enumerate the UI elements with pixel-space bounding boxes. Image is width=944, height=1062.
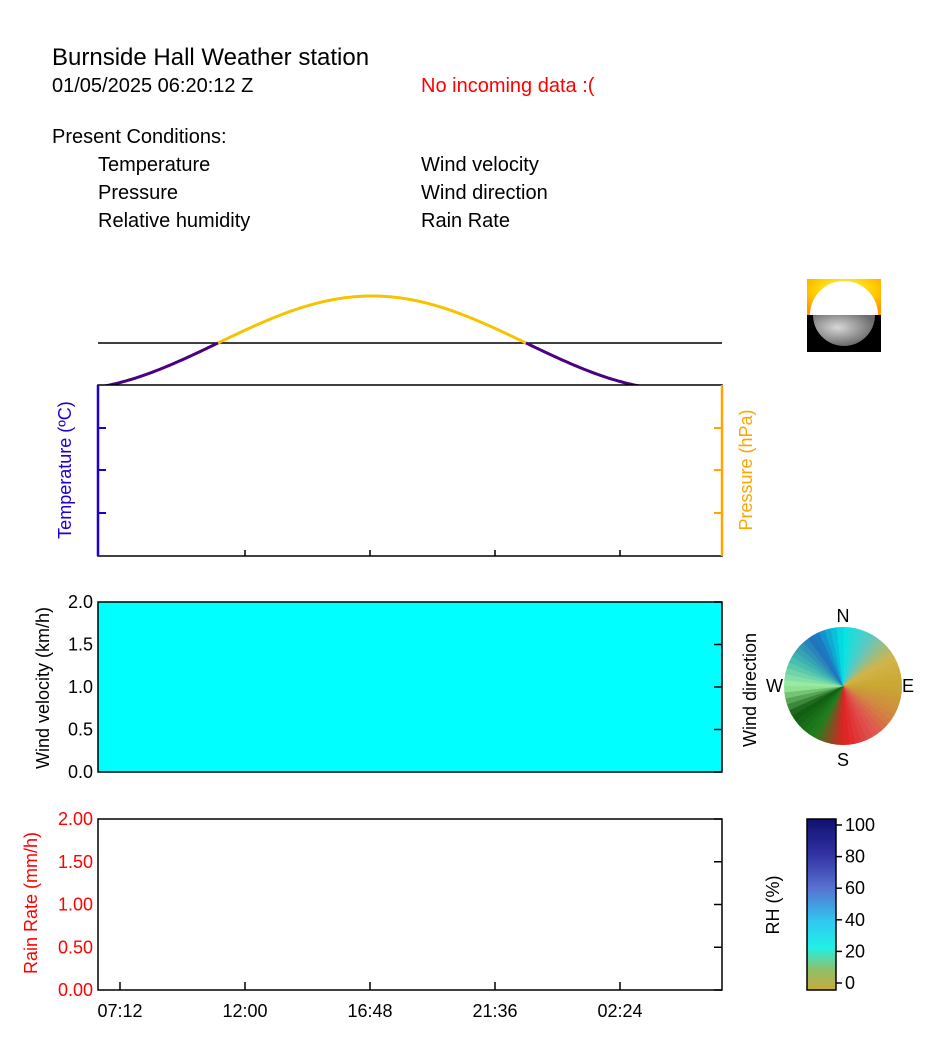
xtick-label-4: 02:24 (597, 1001, 643, 1021)
datetime: 01/05/2025 06:20:12 Z (52, 75, 254, 97)
page-title: Burnside Hall Weather station (52, 44, 370, 71)
compass-east-label: E (902, 676, 915, 696)
temperature-pressure-panel (55, 385, 756, 556)
condition-wind-direction: Wind direction (421, 182, 548, 204)
xtick-label-3: 21:36 (472, 1001, 518, 1021)
temperature-axis-label: Temperature (ºC) (55, 401, 75, 539)
xtick-label-2: 16:48 (347, 1001, 393, 1021)
wind-ytick-label-4: 2.0 (67, 592, 93, 612)
sun-curve-night-morning (98, 343, 218, 387)
rain-ytick-label-4: 2.00 (57, 809, 93, 829)
rain-ytick-label-0: 0.00 (57, 980, 93, 1000)
wind-ytick-label-0: 0.0 (67, 762, 93, 782)
wind-direction-compass (740, 606, 914, 770)
conditions-heading: Present Conditions: (52, 126, 227, 148)
status-text: No incoming data :( (421, 75, 595, 97)
wind-velocity-area (98, 602, 722, 772)
rh-tick-label-5: 100 (845, 815, 876, 835)
rh-axis-label: RH (%) (763, 875, 783, 935)
wind-ytick-label-1: 0.5 (67, 719, 93, 740)
wind-velocity-axis-label: Wind velocity (km/h) (33, 606, 53, 770)
rain-rate-panel (21, 809, 722, 1021)
compass-south-label: S (836, 750, 850, 770)
xtick-label-1: 12:00 (222, 1001, 268, 1021)
rain-ytick-label-1: 0.50 (57, 937, 93, 958)
rh-tick-label-4: 80 (845, 846, 866, 867)
pressure-axis-label: Pressure (hPa) (736, 409, 756, 531)
wind-ytick-label-3: 1.5 (67, 634, 93, 655)
wind-ytick-label-2: 1.0 (67, 677, 93, 697)
rh-tick-label-2: 40 (845, 909, 866, 930)
condition-temperature: Temperature (98, 154, 211, 176)
rain-ytick-label-2: 1.00 (57, 894, 93, 915)
sun-curve-day (218, 296, 526, 343)
sun-elevation-chart (98, 296, 722, 390)
rh-tick-label-0: 0 (845, 973, 856, 993)
xtick-label-0: 07:12 (97, 1001, 143, 1021)
wind-velocity-panel (33, 592, 722, 782)
rh-tick-label-1: 20 (845, 941, 866, 962)
compass-west-label: W (766, 676, 783, 696)
rh-colorbar (763, 815, 875, 993)
sun-curve-night-evening (526, 343, 722, 390)
condition-pressure: Pressure (98, 182, 179, 204)
rain-ytick-label-3: 1.50 (57, 851, 93, 872)
rain-rate-axis-label: Rain Rate (mm/h) (21, 831, 41, 975)
rh-tick-label-3: 60 (845, 878, 866, 899)
wind-direction-label: Wind direction (740, 632, 760, 748)
compass-north-label: N (836, 606, 850, 626)
condition-humidity: Relative humidity (98, 210, 251, 232)
condition-rain-rate: Rain Rate (421, 210, 510, 232)
condition-wind-velocity: Wind velocity (421, 154, 539, 176)
moon-phase-icon (807, 279, 881, 352)
